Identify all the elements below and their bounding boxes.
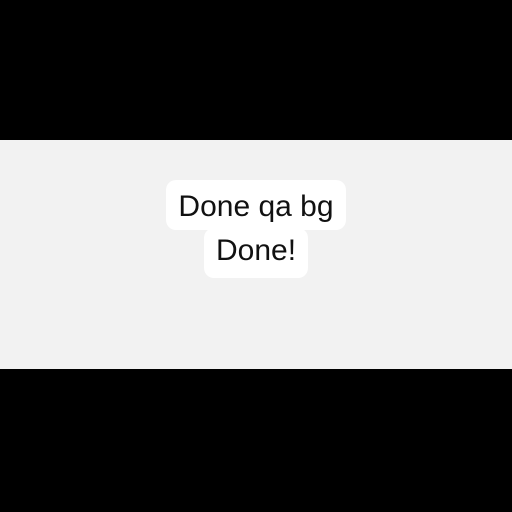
caption-line-1: Done qa bg — [166, 180, 345, 230]
caption-line-2: Done! — [204, 228, 308, 278]
letterbox-top — [0, 0, 512, 140]
caption-overlay — [0, 180, 512, 278]
letterbox-bottom — [0, 369, 512, 512]
